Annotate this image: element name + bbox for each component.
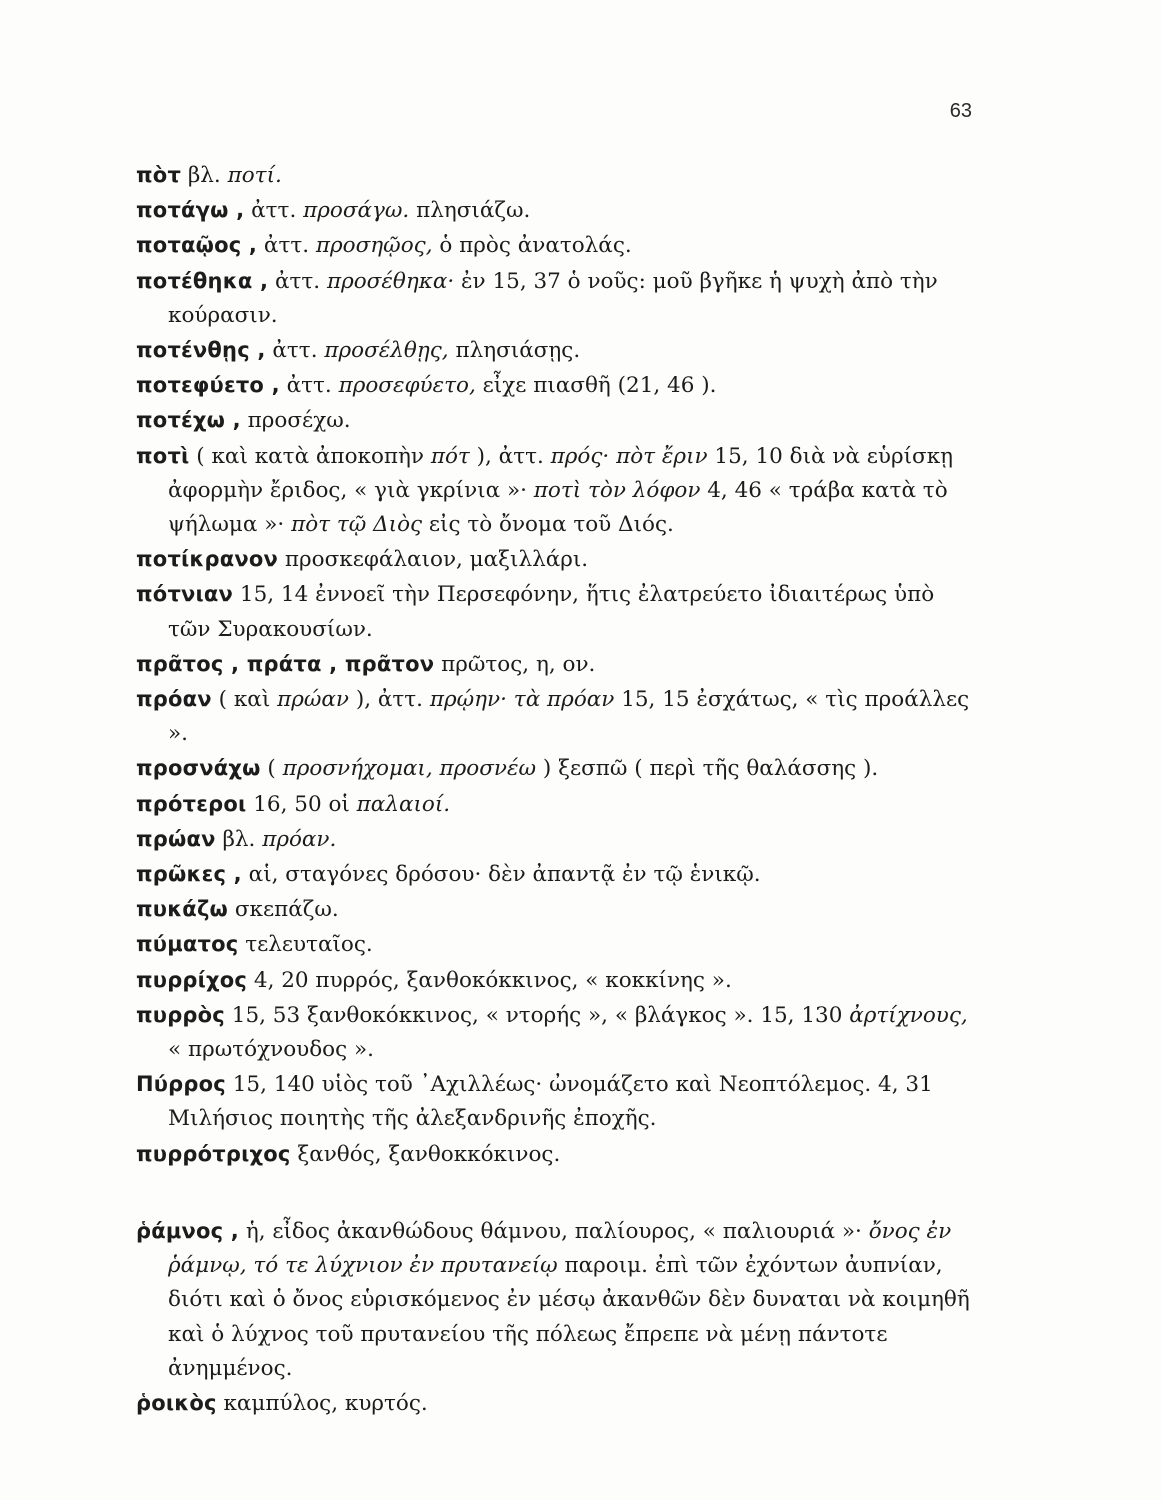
entry-italic-text: προσέλθῃς, xyxy=(324,338,449,364)
entry-text: 15, 53 ξανθοκόκκινος, « ντορής », « βλάγκος ». 15, 130 xyxy=(224,1002,850,1028)
entry-italic-text: ὄνος ἐν ῥάμνῳ, τό τε λύχνιον ἐν πρυτανείῳ xyxy=(168,1218,952,1279)
dictionary-entry xyxy=(136,1214,976,1386)
dictionary-entry xyxy=(136,1067,976,1136)
dictionary-entry xyxy=(136,403,976,438)
entry-italic-text: πρώαν xyxy=(277,687,349,713)
entry-italic-text: πρῴην· xyxy=(429,687,507,713)
entry-headword: πρώαν xyxy=(136,826,216,851)
entry-group-pi xyxy=(136,158,976,1172)
dictionary-entry xyxy=(136,193,976,228)
entry-headword: προσνάχω xyxy=(136,756,261,781)
entry-italic-text: πότ xyxy=(430,443,470,469)
entry-italic-text: προσέθηκα· xyxy=(326,268,455,294)
entry-headword: Πύρρος xyxy=(136,1072,226,1097)
entry-text: πλησιάσῃς. xyxy=(448,338,581,364)
entry-headword: ῥοικὸς xyxy=(136,1390,217,1415)
entry-text: τελευταῖος. xyxy=(238,932,373,958)
entry-headword: πρόαν xyxy=(136,687,212,712)
entry-text: « πρωτόχνουδος ». xyxy=(168,1037,374,1063)
entry-italic-text: ποτί. xyxy=(227,163,282,188)
dictionary-entry xyxy=(136,1386,976,1421)
entry-headword: ποτάγω , xyxy=(136,198,245,223)
entry-text: παροιμ. ἐπὶ τῶν ἐχόντων ἀυπνίαν, διότι καὶ ὁ ὄνος εὑρισκόμενος ἐν μέσῳ ἀκανθῶν δὲν δυναται νὰ κοιμηθῆ καὶ ὁ λύχνος τοῦ πρυτανείου τῆς πόλεως ἔπρεπε νὰ μένῃ πάντοτε ἀνημμένος. xyxy=(168,1253,970,1381)
entry-text: ( καὶ xyxy=(211,687,278,713)
entry-headword: πυρρίχος xyxy=(136,967,248,992)
dictionary-entry xyxy=(136,857,976,892)
entry-text: 15, 10 διὰ νὰ εὑρίσκῃ ἀφορμὴν ἔριδος, « γιὰ γκρίνια »· xyxy=(168,443,954,503)
dictionary-entry xyxy=(136,647,976,682)
entry-text: ( xyxy=(260,756,283,782)
entry-text: 15, 140 υἱὸς τοῦ ᾿Αχιλλέως· ὠνομάζετο καὶ Νεοπτόλεμος. 4, 31 Μιλήσιος ποιητὴς τῆς ἀλεξανδρινῆς ἐποχῆς. xyxy=(168,1072,933,1132)
page-number: 63 xyxy=(949,100,972,122)
entry-italic-text: πρόαν. xyxy=(262,826,337,852)
entry-text: ἀττ. xyxy=(268,268,327,294)
entry-text: ἡ, εἶδος ἀκανθώδους θάμνου, παλίουρος, « παλιουριά »· xyxy=(238,1218,869,1244)
entry-headword: πύματος xyxy=(136,932,239,957)
dictionary-entry xyxy=(136,368,976,403)
entry-text: ), ἀττ. xyxy=(348,687,430,713)
entry-text: ) ξεσπῶ ( περὶ τῆς θαλάσσης ). xyxy=(536,756,879,782)
dictionary-entry xyxy=(136,577,976,646)
entry-text: προσκεφάλαιον, μαξιλλάρι. xyxy=(278,547,589,573)
entry-italic-text: προσηῷος, xyxy=(315,233,433,259)
dictionary-entry xyxy=(136,682,976,751)
entry-italic-text: προσάγω. xyxy=(303,198,410,224)
entry-italic-text: τὰ πρόαν xyxy=(513,687,615,713)
entry-text xyxy=(507,687,514,712)
entry-text: σκεπάζω. xyxy=(228,897,339,923)
entry-text: ξανθός, ξανθοκκόκινος. xyxy=(290,1141,561,1167)
entry-italic-text: προσνήχομαι, προσνέω xyxy=(282,756,537,782)
entry-text: βλ. xyxy=(181,163,228,188)
entry-text: 15, 15 ἐσχάτως, « τὶς προάλλες ». xyxy=(168,687,970,747)
entry-headword: ποτίκρανον xyxy=(136,547,279,572)
entry-headword: πρότεροι xyxy=(136,791,247,816)
entry-headword: ποτὶ xyxy=(136,443,190,468)
entry-text: ἀττ. xyxy=(279,373,339,399)
entry-text: εἰς τὸ ὄνομα τοῦ Διός. xyxy=(422,512,674,538)
entry-italic-text: παλαιοί. xyxy=(356,791,451,817)
entry-text: ἀττ. xyxy=(265,338,325,364)
entry-headword: πυκάζω xyxy=(136,897,228,922)
entry-headword: ποτένθῃς , xyxy=(136,338,266,363)
entry-text: 15, 14 ἐννοεῖ τὴν Περσεφόνην, ἥτις ἐλατρεύετο ἰδιαιτέρως ὑπὸ τῶν Συρακουσίων. xyxy=(168,582,935,642)
entry-headword: πότνιαν xyxy=(136,582,234,607)
entry-text: αἱ, σταγόνες δρόσου· δὲν ἀπαντᾷ ἐν τῷ ἑνικῷ. xyxy=(241,862,761,888)
entry-text: εἶχε πιασθῆ (21, 46 ). xyxy=(475,373,717,399)
entry-text: ἐν 15, 37 ὁ νοῦς: μοῦ βγῆκε ἡ ψυχὴ ἀπὸ τὴν κούρασιν. xyxy=(168,268,938,328)
dictionary-entry xyxy=(136,228,976,263)
entry-italic-text: πρός· xyxy=(550,443,610,469)
entry-headword: ῥάμνος , xyxy=(136,1218,239,1243)
entry-headword: πυρρότριχος xyxy=(136,1141,291,1166)
entry-text: ἀττ. xyxy=(257,233,316,259)
entry-text: ), ἀττ. xyxy=(469,443,551,469)
dictionary-entry xyxy=(136,751,976,786)
entry-headword: ποτέχω , xyxy=(136,408,241,433)
entry-headword: πρῶκες , xyxy=(136,862,242,887)
entry-text: βλ. xyxy=(215,826,263,852)
dictionary-entry xyxy=(136,998,976,1067)
dictionary-entry xyxy=(136,158,976,193)
entry-italic-text: πὸτ τῷ Διὸς xyxy=(291,512,423,538)
entry-headword: ποτεφύετο , xyxy=(136,373,280,398)
entry-italic-text: πὸτ ἔριν xyxy=(616,443,708,469)
entry-group-rho xyxy=(136,1214,976,1421)
entry-text: 4, 46 « τράβα κατὰ τὸ ψήλωμα »· xyxy=(168,477,948,538)
entry-text: ἀττ. xyxy=(244,198,304,224)
dictionary-entry xyxy=(136,787,976,822)
dictionary-entry xyxy=(136,333,976,368)
entry-headword: ποτέθηκα , xyxy=(136,268,269,293)
entry-italic-text: ἀρτίχνους, xyxy=(849,1002,968,1028)
entry-text: 4, 20 πυρρός, ξανθοκόκκινος, « κοκκίνης ». xyxy=(247,967,732,993)
entry-italic-text: προσεφύετο, xyxy=(338,373,476,399)
section-gap xyxy=(136,1172,976,1214)
entry-headword: πυρρὸς xyxy=(136,1002,225,1027)
entry-text: πρῶτος, η, ον. xyxy=(434,651,596,677)
entry-text: ( καὶ κατὰ ἀποκοπὴν xyxy=(189,443,431,469)
entry-italic-text: ποτὶ τὸν λόφον xyxy=(533,477,701,503)
dictionary-entry xyxy=(136,1137,976,1172)
entry-headword: πρᾶτος , πράτα , πρᾶτον xyxy=(136,651,435,676)
dictionary-entry xyxy=(136,892,976,927)
entry-text: προσέχω. xyxy=(240,408,351,434)
entry-text: 16, 50 οἱ xyxy=(246,791,357,817)
entry-text: πλησιάζω. xyxy=(409,198,531,224)
dictionary-entry xyxy=(136,542,976,577)
entry-headword: πὸτ xyxy=(136,163,182,187)
dictionary-entry xyxy=(136,822,976,857)
dictionary-entries xyxy=(136,158,976,1421)
entry-text: ὁ πρὸς ἀνατολάς. xyxy=(432,233,632,259)
dictionary-entry xyxy=(136,927,976,962)
dictionary-entry xyxy=(136,963,976,998)
dictionary-entry xyxy=(136,439,976,543)
entry-text: καμπύλος, κυρτός. xyxy=(216,1390,428,1416)
entry-headword: ποταῷος , xyxy=(136,233,258,258)
dictionary-entry xyxy=(136,264,976,333)
